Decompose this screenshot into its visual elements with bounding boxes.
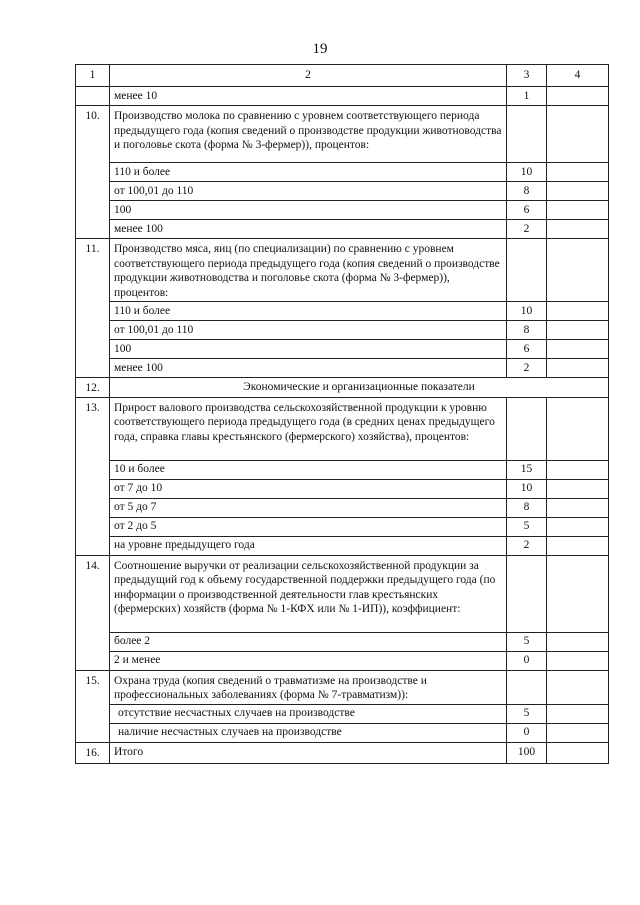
option-score: 8 bbox=[507, 321, 547, 340]
empty-cell bbox=[547, 340, 609, 359]
option-label: более 2 bbox=[110, 632, 507, 651]
criterion-description: Производство мяса, яиц (по специализации) по сравнению с уровнем соответствующего периода предыдущего года (копия сведений о производстве продукции животноводства и поголовье скота (форма № 3-фермер)), процентов: bbox=[110, 239, 507, 302]
empty-cell bbox=[547, 460, 609, 479]
option-label: 110 и более bbox=[110, 302, 507, 321]
option-row bbox=[76, 359, 609, 378]
score-cell bbox=[507, 239, 547, 302]
option-score: 0 bbox=[507, 723, 547, 742]
option-label: наличие несчастных случаев на производстве bbox=[110, 723, 507, 742]
header-cell: 3 bbox=[507, 65, 547, 87]
empty-cell bbox=[547, 239, 609, 302]
score-cell bbox=[507, 397, 547, 460]
option-score: 10 bbox=[507, 302, 547, 321]
option-score: 2 bbox=[507, 536, 547, 555]
option-score: 2 bbox=[507, 220, 547, 239]
option-label: 100 bbox=[110, 340, 507, 359]
option-row bbox=[76, 632, 609, 651]
empty-cell bbox=[547, 651, 609, 670]
option-row bbox=[76, 479, 609, 498]
empty-cell bbox=[547, 742, 609, 763]
empty-cell bbox=[76, 87, 110, 106]
criterion-row bbox=[76, 106, 609, 163]
option-row bbox=[76, 302, 609, 321]
section-heading: Экономические и организационные показатели bbox=[110, 378, 609, 398]
empty-cell bbox=[547, 632, 609, 651]
option-label: от 7 до 10 bbox=[110, 479, 507, 498]
option-label: отсутствие несчастных случаев на производстве bbox=[110, 704, 507, 723]
criterion-row bbox=[76, 397, 609, 460]
option-score: 8 bbox=[507, 498, 547, 517]
total-label: Итого bbox=[110, 742, 507, 763]
empty-cell bbox=[547, 87, 609, 106]
criterion-number: 13. bbox=[76, 397, 110, 555]
option-row bbox=[76, 536, 609, 555]
criterion-row bbox=[76, 670, 609, 704]
option-label: менее 10 bbox=[110, 87, 507, 106]
option-score: 10 bbox=[507, 163, 547, 182]
option-row bbox=[76, 651, 609, 670]
empty-cell bbox=[547, 182, 609, 201]
option-row bbox=[76, 723, 609, 742]
option-score: 8 bbox=[507, 182, 547, 201]
criterion-description: Охрана труда (копия сведений о травматизме на производстве и профессиональных заболеваниях (форма № 7-травматизм)): bbox=[110, 670, 507, 704]
criterion-row bbox=[76, 239, 609, 302]
criterion-description: Соотношение выручки от реализации сельскохозяйственной продукции за предыдущий год к объему государственной поддержки предыдущего года (по информации о производственной деятельности глав крестьянских (фермерских) хозяйств (форма № 1-КФХ или № 1-ИП)), коэффициент: bbox=[110, 555, 507, 632]
criterion-description: Прирост валового производства сельскохозяйственной продукции к уровню соответствующего периода предыдущего года (в средних ценах предыдущего года, справка главы крестьянского (фермерского) хозяйства), процентов: bbox=[110, 397, 507, 460]
empty-cell bbox=[547, 397, 609, 460]
option-row bbox=[76, 704, 609, 723]
option-score: 6 bbox=[507, 340, 547, 359]
empty-cell bbox=[547, 201, 609, 220]
page-number: 19 bbox=[312, 41, 328, 57]
header-cell: 2 bbox=[110, 65, 507, 87]
option-label: 10 и более bbox=[110, 460, 507, 479]
option-label: от 2 до 5 bbox=[110, 517, 507, 536]
option-row bbox=[76, 340, 609, 359]
option-row bbox=[76, 87, 609, 106]
option-score: 15 bbox=[507, 460, 547, 479]
option-row bbox=[76, 460, 609, 479]
option-row bbox=[76, 182, 609, 201]
criterion-row bbox=[76, 555, 609, 632]
empty-cell bbox=[547, 106, 609, 163]
empty-cell bbox=[547, 479, 609, 498]
option-label: 2 и менее bbox=[110, 651, 507, 670]
score-cell bbox=[507, 555, 547, 632]
option-score: 10 bbox=[507, 479, 547, 498]
header-cell: 1 bbox=[76, 65, 110, 87]
empty-cell bbox=[547, 163, 609, 182]
empty-cell bbox=[547, 555, 609, 632]
option-row bbox=[76, 517, 609, 536]
option-score: 5 bbox=[507, 704, 547, 723]
option-score: 2 bbox=[507, 359, 547, 378]
empty-cell bbox=[547, 536, 609, 555]
option-score: 5 bbox=[507, 517, 547, 536]
empty-cell bbox=[547, 220, 609, 239]
option-row bbox=[76, 163, 609, 182]
score-cell bbox=[507, 670, 547, 704]
criterion-number: 10. bbox=[76, 106, 110, 239]
option-label: от 5 до 7 bbox=[110, 498, 507, 517]
option-row bbox=[76, 498, 609, 517]
option-row bbox=[76, 220, 609, 239]
option-label: от 100,01 до 110 bbox=[110, 321, 507, 340]
option-label: менее 100 bbox=[110, 359, 507, 378]
section-row bbox=[76, 378, 609, 398]
criterion-number: 12. bbox=[76, 378, 110, 398]
criterion-number: 11. bbox=[76, 239, 110, 378]
option-label: 110 и более bbox=[110, 163, 507, 182]
header-row bbox=[76, 65, 609, 87]
option-label: на уровне предыдущего года bbox=[110, 536, 507, 555]
empty-cell bbox=[547, 498, 609, 517]
option-label: менее 100 bbox=[110, 220, 507, 239]
empty-cell bbox=[547, 321, 609, 340]
total-row bbox=[76, 742, 609, 763]
option-row bbox=[76, 321, 609, 340]
score-cell bbox=[507, 106, 547, 163]
empty-cell bbox=[547, 359, 609, 378]
empty-cell bbox=[547, 704, 609, 723]
empty-cell bbox=[547, 723, 609, 742]
header-cell: 4 bbox=[547, 65, 609, 87]
empty-cell bbox=[547, 302, 609, 321]
option-score: 1 bbox=[507, 87, 547, 106]
option-score: 5 bbox=[507, 632, 547, 651]
option-score: 6 bbox=[507, 201, 547, 220]
option-label: от 100,01 до 110 bbox=[110, 182, 507, 201]
criterion-number: 16. bbox=[76, 742, 110, 763]
criteria-table bbox=[75, 64, 609, 764]
option-row bbox=[76, 201, 609, 220]
criterion-description: Производство молока по сравнению с уровнем соответствующего периода предыдущего года (копия сведений о производстве продукции животноводства и поголовье скота (форма № 3-фермер)), процентов: bbox=[110, 106, 507, 163]
option-label: 100 bbox=[110, 201, 507, 220]
empty-cell bbox=[547, 517, 609, 536]
criterion-number: 15. bbox=[76, 670, 110, 742]
empty-cell bbox=[547, 670, 609, 704]
total-score: 100 bbox=[507, 742, 547, 763]
criterion-number: 14. bbox=[76, 555, 110, 670]
option-score: 0 bbox=[507, 651, 547, 670]
